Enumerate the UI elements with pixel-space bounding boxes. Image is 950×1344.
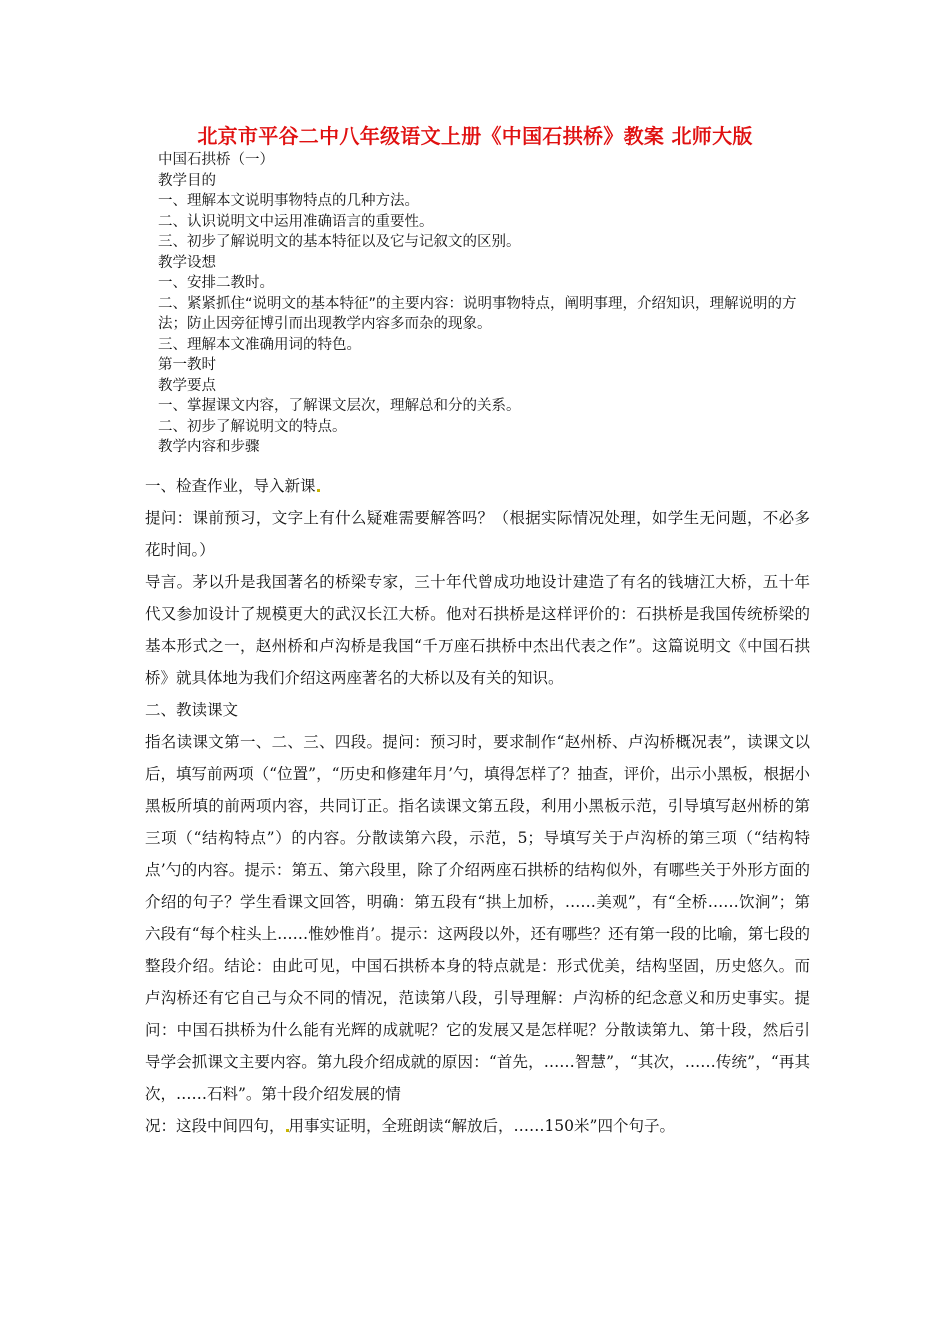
paragraph: 指名读课文第一、二、三、四段。提问：预习时，要求制作“赵州桥、卢沟桥概况表”，读课文以后，填写前两项（“位置”，“历史和修建年月’勺，填得怎样了？抽查，评价，出示小黑板，根据小黑板所填的前两项内容，共同订正。指名读课文第五段，利用小黑板示范，引导填写赵州桥的第三项（“结构特点”）的内容。分散读第六段，示范，5；导填写关于卢沟桥的第三项（“结构特点’勺的内容。提示：第五、第六段里，除了介绍两座石拱桥的结构似外，有哪些关于外形方面的介绍的句子？学生看课文回答，明确：第五段有“拱上加桥，……美观”，有“全桥……饮涧”；第六段有“每个柱头上……惟妙惟肖’。提示：这两段以外，还有哪些？还有第一段的比喻，第七段的整段介绍。结论：由此可见，中国石拱桥本身的特点就是：形式优美，结构坚固，历史悠久。而卢沟桥还有它自己与众不同的情况，范读第八段，引导理解：卢沟桥的纪念意义和历史事实。提问：中国石拱桥为什么能有光辉的成就呢？它的发展又是怎样呢？分散读第九、第十段，然后引导学会抓课文主要内容。第九段介绍成就的原因：“首先，……智慧”，“其次，……传统”，“再其次，……石料”。第十段介绍发展的情	[145, 733, 810, 1103]
step-heading: 二、教读课文	[145, 701, 239, 719]
paragraph: 提问：课前预习，文字上有什么疑难需要解答吗？（根据实际情况处理，如学生无问题，不必多花时间。）	[145, 509, 810, 559]
outline-line: 一、安排二教时。	[158, 275, 274, 291]
outline-line: 第一教时	[158, 357, 216, 373]
outline-line: 教学设想	[158, 254, 216, 271]
outline-line: 二、认识说明文中运用准确语言的重要性。	[158, 213, 434, 230]
document-title: 北京市平谷二中八年级语文上册《中国石拱桥》教案 北师大版	[197, 124, 753, 148]
lesson-body	[145, 470, 810, 1142]
outline-line: 中国石拱桥（一）	[158, 152, 274, 168]
paragraph: 导言。茅以升是我国著名的桥梁专家，三十年代曾成功地设计建造了有名的钱塘江大桥，五十年代又参加设计了规模更大的武汉长江大桥。他对石拱桥是这样评价的：石拱桥是我国传统桥梁的基本形式之一，赵州桥和卢沟桥是我国“千万座石拱桥中杰出代表之作”。这篇说明文《中国石拱桥》就具体地为我们介绍这两座著名的大桥以及有关的知识。	[145, 573, 810, 687]
outline-line: 三、理解本文准确用词的特色。	[158, 336, 361, 353]
stray-dot	[317, 489, 320, 492]
outline-line: 一、理解本文说明事物特点的几种方法。	[158, 193, 419, 209]
outline-line: 二、紧紧抓住“说明文的基本特征”的主要内容：说明事物特点，阐明事理，介绍知识，理解说明的方法；防止因旁征博引而出现教学内容多而杂的现象。	[158, 295, 797, 332]
outline-line: 一、掌握课文内容，了解课文层次，理解总和分的关系。	[158, 398, 521, 414]
outline-line: 三、初步了解说明文的基本特征以及它与记叙文的区别。	[158, 234, 521, 250]
paragraph: 况：这段中间四句， 用事实证明，全班朗读“解放后，……150米”四个句子。	[145, 1117, 675, 1135]
outline-line: 教学目的	[158, 172, 216, 189]
step-heading: 一、检查作业，导入新课	[145, 470, 810, 502]
outline-line: 教学内容和步骤	[158, 439, 260, 455]
outline-line: 教学要点	[158, 377, 216, 394]
lesson-outline	[158, 150, 808, 458]
outline-line: 二、初步了解说明文的特点。	[158, 418, 347, 435]
